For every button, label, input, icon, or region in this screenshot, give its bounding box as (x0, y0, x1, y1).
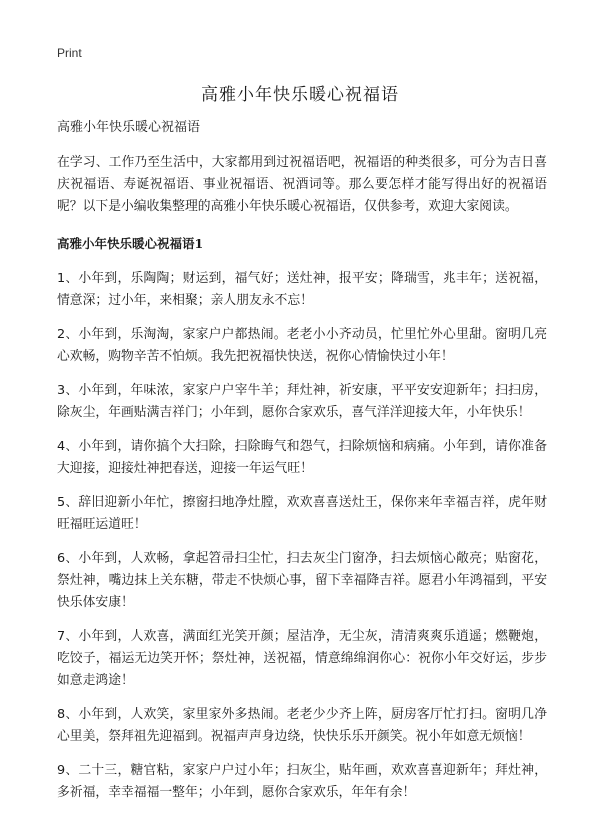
list-item: 5、辞旧迎新小年忙，擦窗扫地净灶膛，欢欢喜喜送灶王，保你来年幸福吉祥，虎年财旺福旺运道旺！ (57, 495, 547, 532)
page-title: 高雅小年快乐暖心祝福语 (201, 85, 399, 105)
article-subtitle: 高雅小年快乐暖心祝福语 (57, 120, 201, 135)
print-link[interactable]: Print (57, 46, 82, 60)
list-item: 8、小年到，人欢笑，家里家外多热闹。老老少少齐上阵，厨房客厅忙打扫。窗明几净心里美，祭拜祖先迎福到。祝福声声身边绕，快快乐乐开颜笑。祝小年如意无烦恼！ (57, 707, 547, 744)
list-item: 1、小年到，乐陶陶；财运到，福气好；送灶神，报平安；降瑞雪，兆丰年；送祝福，情意深；过小年，来相聚；亲人朋友永不忘！ (57, 271, 547, 308)
list-item: 7、小年到，人欢喜，满面红光笑开颜；屋洁净，无尘灰，清清爽爽乐逍遥；燃鞭炮，吃饺子，福运无边笑开怀；祭灶神，送祝福，情意绵绵润你心：祝你小年交好运，步步如意走鸿途！ (57, 629, 547, 688)
list-item: 2、小年到，乐淘淘，家家户户都热闹。老老小小齐动员，忙里忙外心里甜。窗明几亮心欢畅，购物辛苦不怕烦。我先把祝福快快送，祝你心情愉快过小年！ (57, 327, 547, 364)
list-item: 6、小年到，人欢畅，拿起笤帚扫尘忙，扫去灰尘门窗净，扫去烦恼心敞亮；贴窗花，祭灶神，嘴边抹上关东糖，带走不快烦心事，留下幸福降吉祥。愿君小年鸿福到，平安快乐体安康！ (57, 551, 547, 610)
list-item: 9、二十三，糖官粘，家家户户过小年；扫灰尘，贴年画，欢欢喜喜迎新年；拜灶神，多祈福，幸幸福福一整年；小年到，愿你合家欢乐，年年有余！ (57, 763, 547, 800)
section-heading: 高雅小年快乐暖心祝福语1 (57, 236, 204, 251)
intro-paragraph: 在学习、工作乃至生活中，大家都用到过祝福语吧，祝福语的种类很多，可分为吉日喜庆祝福语、寿诞祝福语、事业祝福语、祝酒词等。那么要怎样才能写得出好的祝福语呢？以下是小编收集整理的高雅小年快乐暖心祝福语，仅供参考，欢迎大家阅读。 (57, 155, 547, 214)
article-body (57, 118, 547, 816)
list-item: 4、小年到，请你搞个大扫除，扫除晦气和怨气，扫除烦恼和病痛。小年到，请你准备大迎接，迎接灶神把春送，迎接一年运气旺！ (57, 439, 547, 476)
list-item: 3、小年到，年味浓，家家户户宰牛羊；拜灶神，祈安康，平平安安迎新年；扫扫房，除灰尘，年画贴满吉祥门；小年到，愿你合家欢乐，喜气洋洋迎接大年，小年快乐！ (57, 383, 547, 420)
